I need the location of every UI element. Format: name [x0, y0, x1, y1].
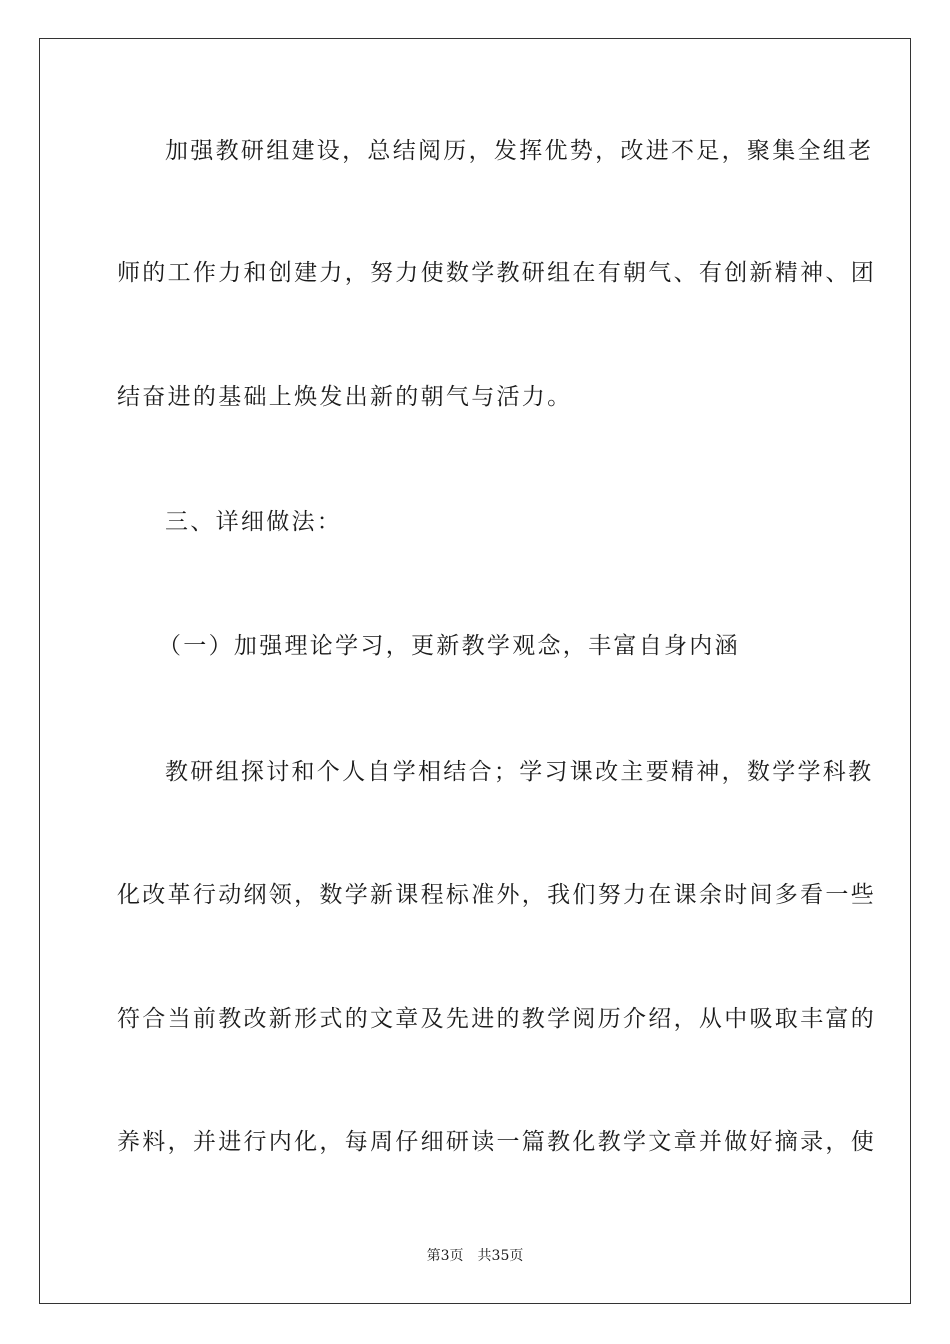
paragraph-1-line-1: 加强教研组建设，总结阅历，发挥优势，改进不足，聚集全组老 [165, 138, 874, 164]
section-heading: 三、详细做法： [165, 509, 343, 535]
paragraph-2-line-1: 教研组探讨和个人自学相结合；学习课改主要精神，数学学科教 [165, 759, 874, 785]
paragraph-2-line-2: 化改革行动纲领，数学新课程标准外，我们努力在课余时间多看一些 [117, 882, 876, 908]
paragraph-1-line-2: 师的工作力和创建力，努力使数学教研组在有朝气、有创新精神、团 [117, 260, 876, 286]
page-border [39, 38, 911, 1304]
page-total: 共35页 [477, 1248, 524, 1264]
paragraph-2-line-4: 养料，并进行内化，每周仔细研读一篇教化教学文章并做好摘录，使 [117, 1129, 876, 1155]
subsection-heading: （一）加强理论学习，更新教学观念，丰富自身内涵 [158, 633, 740, 659]
page-footer [0, 1247, 950, 1265]
paragraph-1-line-3: 结奋进的基础上焕发出新的朝气与活力。 [117, 384, 573, 410]
paragraph-2-line-3: 符合当前教改新形式的文章及先进的教学阅历介绍，从中吸取丰富的 [117, 1006, 876, 1032]
page-number: 第3页 [426, 1248, 464, 1264]
